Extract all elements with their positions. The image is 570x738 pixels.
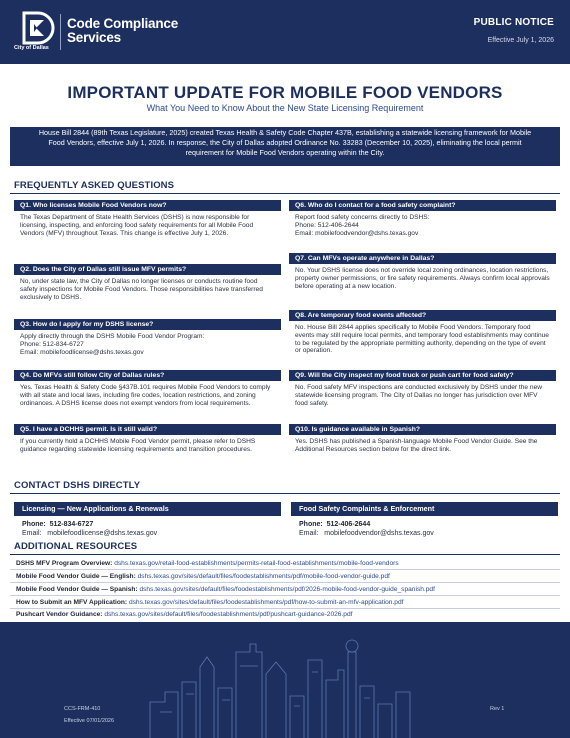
faq-answer-line: Report food safety concerns directly to DSHS: [295, 214, 430, 221]
faq-q8 [289, 310, 556, 355]
faq-answer: No. Your DSHS license does not override local zoning ordinances, location restrictions, property owner permissions, or fire safety requirements. Always confirm local approvals before operating at a new location. [295, 267, 550, 290]
faq-q9 [289, 370, 556, 407]
faq-q10 [289, 424, 556, 454]
resource-link[interactable]: dshs.texas.gov/sites/default/files/foodestablishments/pdf/pushcart-guidance-2026.pdf [104, 611, 353, 618]
header-divider [60, 14, 61, 50]
resource-row [10, 597, 560, 609]
faq-q1 [14, 200, 281, 237]
resource-row [10, 571, 560, 583]
faq-answer-line: Apply directly through the DSHS Mobile Food Vendor Program: [20, 333, 205, 340]
faq-q7 [289, 253, 556, 290]
faq-answer: No, under state law, the City of Dallas no longer licenses or conducts routine food safety inspections for Mobile Food Vendors. Those responsibilities have transferred exclusively to DSHS. [20, 278, 263, 301]
resource-row [10, 558, 560, 570]
phone-label: Phone: [299, 521, 323, 528]
faq-q2 [14, 264, 281, 301]
resource-label: DSHS MFV Program Overview: [16, 560, 113, 567]
contact-phone[interactable]: 512-834-6727 [49, 521, 94, 528]
contact-email-line [14, 529, 281, 538]
city-label: City of Dallas [14, 45, 49, 51]
faq-answer [14, 330, 281, 356]
resource-link[interactable]: dshs.texas.gov/sites/default/files/foodestablishments/pdf/how-to-submit-an-mfv-application.pdf [128, 599, 404, 606]
resources-heading: ADDITIONAL RESOURCES [14, 541, 138, 552]
faq-rule [10, 193, 560, 194]
contact-title: Licensing — New Applications & Renewals [14, 502, 281, 516]
faq-answer-email: Email: mobilefoodlicense@dshs.texas.gov [20, 348, 144, 356]
faq-answer-phone: Phone: 512-406-2644 [295, 221, 359, 229]
footer-rev: Rev 1 [490, 706, 505, 712]
contact-email[interactable]: mobilefoodvendor@dshs.texas.gov [324, 530, 434, 537]
faq-answer-phone: Phone: 512-834-6727 [20, 340, 84, 348]
faq-question: Q7. Can MFVs operate anywhere in Dallas? [289, 253, 556, 264]
footer-effective: Effective 07/01/2026 [64, 718, 115, 724]
faq-question: Q10. Is guidance available in Spanish? [289, 424, 556, 435]
faq-question: Q9. Will the City inspect my food truck or push cart for food safety? [289, 370, 556, 381]
page-header [0, 0, 570, 64]
faq-question: Q4. Do MFVs still follow City of Dallas rules? [14, 370, 281, 381]
org-name-line1: Code Compliance [67, 16, 179, 31]
faq-q5 [14, 424, 281, 454]
header-effective-date: Effective July 1, 2026 [487, 37, 554, 44]
org-name-line2: Services [67, 30, 121, 45]
contact-email[interactable]: mobilefoodlicense@dshs.texas.gov [47, 530, 158, 537]
resource-row [10, 584, 560, 596]
faq-answer: Yes. Texas Health & Safety Code §437B.101 requires Mobile Food Vendors to comply with all state and local laws, including fire codes, location restrictions, and zoning ordinances. A DSHS license does not exempt vendors from local requirements. [20, 384, 271, 407]
contact-rule [10, 493, 560, 494]
intro-band: House Bill 2844 (89th Texas Legislature, 2025) created Texas Health & Safety Code Chapter 437B, establishing a statewide licensing framework for Mobile Food Vendors, effective July 1, 2026. In response, the City of Dallas adopted Ordinance No. 33283 (December 10, 2025), eliminating the local permit requirement for Mobile Food Vendors operating within the City. [10, 127, 560, 166]
resource-label: Mobile Food Vendor Guide — Spanish: [16, 586, 138, 593]
contact-phone[interactable]: 512-406-2644 [326, 521, 371, 528]
faq-answer: The Texas Department of State Health Services (DSHS) is now responsible for licensing, inspecting, and enforcing food safety requirements for all Mobile Food Vendors (MFV) throughout Texas. This change is effective July 1, 2026. [20, 214, 254, 237]
resource-link[interactable]: dshs.texas.gov/sites/default/files/foodestablishments/pdf/2026-mobile-food-vendor-guide_spanish.pdf [139, 586, 435, 593]
page-title: IMPORTANT UPDATE FOR MOBILE FOOD VENDORS [67, 83, 503, 102]
resource-label: How to Submit an MFV Application: [16, 599, 128, 606]
faq-question: Q1. Who licenses Mobile Food Vendors now? [14, 200, 281, 211]
contact-licensing [14, 502, 281, 538]
phone-label: Phone: [22, 521, 46, 528]
faq-question: Q8. Are temporary food events affected? [289, 310, 556, 321]
page-footer [0, 622, 570, 738]
contact-phone-line [14, 520, 281, 529]
resource-row [10, 609, 560, 621]
contact-title: Food Safety Complaints & Enforcement [291, 502, 558, 516]
faq-answer: Yes. DSHS has published a Spanish-language Mobile Food Vendor Guide. See the Additional Resources section below for the direct link. [295, 438, 538, 453]
faq-answer-email: Email: mobilefoodvendor@dshs.texas.gov [295, 229, 419, 237]
public-notice-title: PUBLIC NOTICE [473, 17, 554, 28]
faq-question: Q2. Does the City of Dallas still issue MFV permits? [14, 264, 281, 275]
faq-heading: FREQUENTLY ASKED QUESTIONS [14, 180, 175, 191]
page-subtitle: What You Need to Know About the New State Licensing Requirement [146, 103, 424, 113]
footer-form-id: CCS-FRM-410 [64, 706, 101, 712]
email-label: Email: [22, 530, 42, 537]
faq-question: Q3. How do I apply for my DSHS license? [14, 319, 281, 330]
contact-complaints [291, 502, 558, 538]
resource-link[interactable]: dshs.texas.gov/retail-food-establishments/permits-retail-food-establishments/mobile-food-vendors [114, 560, 399, 567]
org-name [67, 17, 178, 45]
email-label: Email: [299, 530, 319, 537]
resources-rule [10, 554, 560, 555]
faq-answer: If you currently hold a DCHHS Mobile Food Vendor permit, please refer to DSHS guidance regarding statewide licensing requirements and transition procedures. [20, 438, 256, 453]
faq-question: Q6. Who do I contact for a food safety complaint? [289, 200, 556, 211]
faq-answer [289, 211, 556, 237]
resource-label: Pushcart Vendor Guidance: [16, 611, 103, 618]
contact-phone-line [291, 520, 558, 529]
contact-email-line [291, 529, 558, 538]
faq-q6 [289, 200, 556, 237]
faq-q4 [14, 370, 281, 407]
faq-question: Q5. I have a DCHHS permit. Is it still valid? [14, 424, 281, 435]
faq-q3 [14, 319, 281, 356]
faq-answer: No. House Bill 2844 applies specifically to Mobile Food Vendors. Temporary food events may still require local permits, and temporary food establishments may continue to be regulated by the appropriate permitting authority, depending on the type of event or operation. [295, 324, 549, 355]
faq-answer: No. Food safety MFV inspections are conducted exclusively by DSHS under the new statewide licensing program. The City of Dallas no longer has jurisdiction over MFV food safety. [295, 384, 543, 407]
contact-heading: CONTACT DSHS DIRECTLY [14, 480, 141, 491]
resource-link[interactable]: dshs.texas.gov/sites/default/files/foodestablishments/pdf/mobile-food-vendor-guide.pdf [137, 573, 390, 580]
resource-label: Mobile Food Vendor Guide — English: [16, 573, 136, 580]
